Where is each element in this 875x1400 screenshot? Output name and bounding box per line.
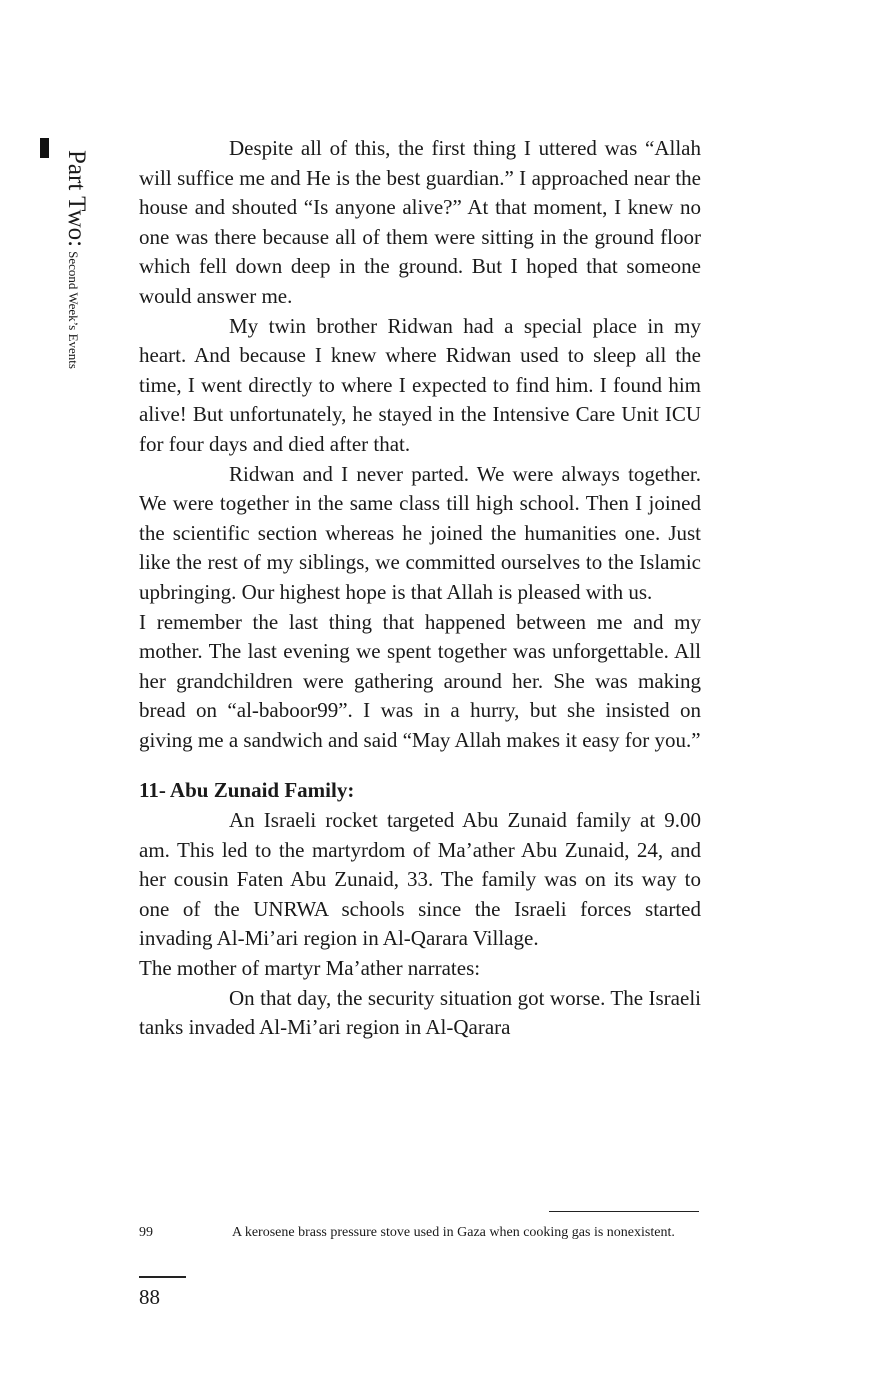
footnote — [139, 1222, 695, 1243]
running-head-part: Part Two: — [63, 150, 90, 248]
paragraph-4 — [139, 608, 701, 756]
paragraph-6: The mother of martyr Ma’ather narrates: — [139, 956, 481, 981]
section-heading: 11- Abu Zunaid Family: — [139, 778, 355, 803]
paragraph-4-text-b: ”. I was in a hurry, but she insisted on giving me a sandwich and said “May Allah makes it easy for you.” — [139, 698, 702, 752]
footnote-divider — [549, 1211, 699, 1212]
paragraph-3: Ridwan and I never parted. We were always together. We were together in the same class till high school. Then I joined the scientific section whereas he joined the humanities one. Just like the rest of my siblings, we committed ourselves to the Islamic upbringing. Our highest hope is that Allah is pleased with us. — [139, 461, 701, 604]
page-number-rule — [139, 1276, 186, 1278]
paragraph-1: Despite all of this, the first thing I uttered was “Allah will suffice me and He is the best guardian.” I approached near the house and shouted “Is anyone alive?” At that moment, I knew no one was there because all of them were sitting in the ground floor which fell down deep in the ground. But I hoped that someone would answer me. — [139, 136, 701, 308]
paragraph-4-text-a: I remember the last thing that happened between me and my mother. The last evening we spent together was unforgettable. All her grandchildren were gathering around her. She was making bread on “al-baboor — [139, 609, 701, 723]
body-text — [139, 134, 701, 1043]
footnote-reference: 99 — [317, 698, 339, 723]
running-head — [62, 150, 90, 369]
paragraph-5: An Israeli rocket targeted Abu Zunaid family at 9.00 am. This led to the martyrdom of Ma’ather Abu Zunaid, 24, and her cousin Faten Abu Zunaid, 33. The family was on its way to one of the UNRWA schools since the Israeli forces started invading Al-Mi’ari region in Al-Qarara Village. — [139, 808, 701, 951]
footnote-number: 99 — [139, 1225, 153, 1240]
side-marker-bar — [40, 138, 49, 158]
paragraph-2: My twin brother Ridwan had a special place in my heart. And because I knew where Ridwan used to sleep all the time, I went directly to where I expected to find him. I found him alive! But unfortunately, he stayed in the Intensive Care Unit ICU for four days and died after that. — [139, 313, 701, 456]
running-head-section: Second Week’s Events — [66, 251, 81, 369]
paragraph-7: On that day, the security situation got worse. The Israeli tanks invaded Al-Mi’ari region in Al-Qarara — [139, 985, 701, 1040]
footnote-text: A kerosene brass pressure stove used in Gaza when cooking gas is nonexistent. — [232, 1225, 675, 1240]
page-number: 88 — [139, 1285, 160, 1309]
